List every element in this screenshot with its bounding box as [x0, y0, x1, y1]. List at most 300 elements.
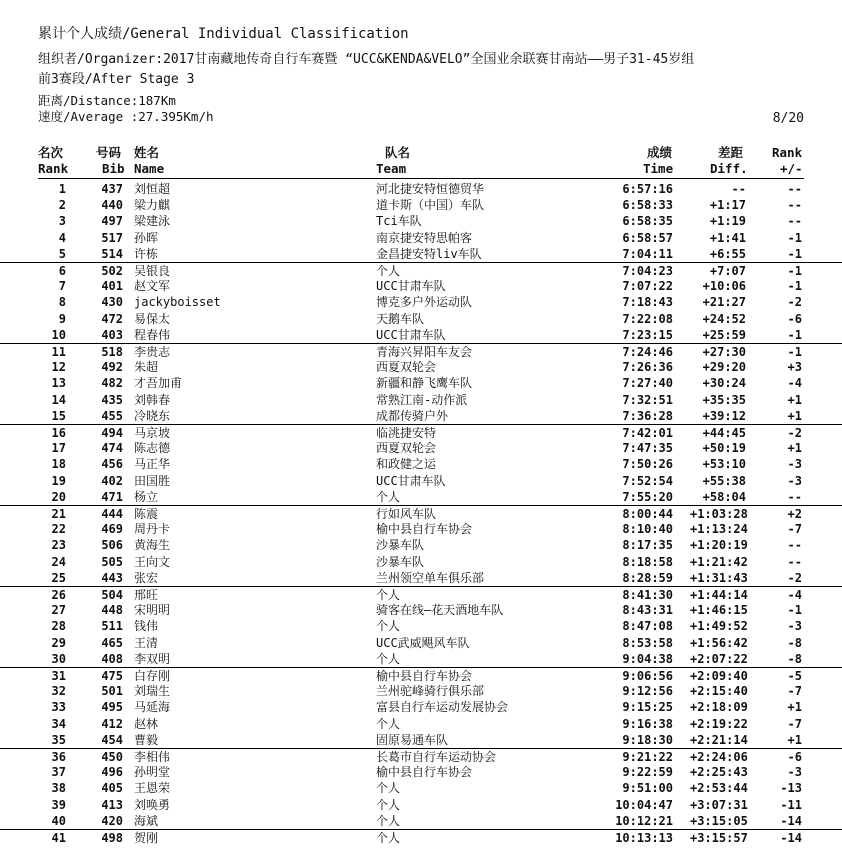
table-row: [0, 570, 842, 586]
table-row: [0, 294, 842, 310]
time-cell: 7:04:11: [622, 246, 673, 261]
name-cell: 赵林: [134, 716, 159, 731]
name-cell: 邢旺: [134, 588, 159, 602]
bib-cell: 471: [101, 489, 123, 504]
time-cell: 10:04:47: [615, 797, 673, 812]
name-cell: 钱伟: [134, 619, 159, 634]
time-cell: 6:58:57: [622, 230, 673, 245]
team-cell: 个人: [376, 619, 401, 634]
rank-cell: 27: [51, 603, 66, 618]
bib-cell: 517: [101, 230, 123, 245]
time-cell: 7:26:36: [622, 360, 673, 375]
team-cell: 个人: [376, 831, 401, 845]
column-headers: [0, 145, 842, 177]
time-cell: 8:10:40: [622, 522, 673, 537]
diff-cell: +21:27: [702, 295, 746, 310]
diff-cell: --: [731, 182, 746, 196]
table-row: [0, 246, 842, 262]
team-cell: 个人: [376, 588, 401, 602]
header-rank-cn: 名次: [38, 145, 64, 160]
name-cell: 李贵志: [134, 345, 171, 359]
time-cell: 9:21:22: [622, 750, 673, 764]
team-cell: UCC武威飓风车队: [376, 635, 470, 650]
bib-cell: 497: [101, 214, 123, 229]
table-row: [0, 424, 842, 441]
team-cell: 青海兴昇阳车友会: [376, 345, 473, 359]
diff-cell: +2:21:14: [690, 732, 748, 747]
diff-cell: +1:31:43: [690, 570, 748, 585]
rank-cell: 40: [51, 813, 66, 828]
rank-change-cell: -14: [780, 813, 802, 828]
rank-cell: 18: [51, 457, 66, 472]
bib-cell: 437: [101, 182, 123, 196]
time-cell: 8:18:58: [622, 554, 673, 569]
rank-cell: 8: [58, 295, 66, 310]
bib-cell: 494: [101, 426, 123, 440]
header-name-en: Name: [134, 161, 165, 176]
table-row: [0, 537, 842, 553]
table-row: [0, 554, 842, 570]
rank-change-cell: -7: [787, 684, 802, 699]
rank-cell: 5: [58, 246, 66, 261]
rank-cell: 4: [58, 230, 66, 245]
rank-change-cell: --: [787, 554, 802, 569]
bib-cell: 474: [101, 441, 123, 456]
diff-cell: +2:18:09: [690, 700, 748, 715]
rank-change-cell: +1: [787, 408, 802, 423]
time-cell: 9:06:56: [622, 669, 673, 683]
rank-change-cell: -5: [787, 669, 802, 683]
table-row: [0, 716, 842, 732]
rank-change-cell: -8: [787, 651, 802, 666]
rank-change-cell: -4: [787, 376, 802, 391]
name-cell: 白存刚: [134, 669, 171, 683]
rank-change-cell: +1: [787, 441, 802, 456]
bib-cell: 408: [101, 651, 123, 666]
time-cell: 7:07:22: [622, 279, 673, 294]
table-row: [0, 262, 842, 279]
rank-cell: 6: [58, 264, 66, 278]
rank-change-cell: -7: [787, 716, 802, 731]
rank-change-cell: -7: [787, 522, 802, 537]
header-bib-cn: 号码: [96, 145, 122, 160]
rank-change-cell: -1: [787, 603, 802, 618]
table-row: [0, 813, 842, 829]
table-row: [0, 699, 842, 715]
rank-change-cell: -1: [787, 264, 802, 278]
name-cell: 朱超: [134, 360, 159, 375]
rank-cell: 41: [51, 831, 66, 845]
bib-cell: 518: [101, 345, 123, 359]
name-cell: 黄海生: [134, 538, 171, 553]
bib-cell: 505: [101, 554, 123, 569]
team-cell: 个人: [376, 651, 401, 666]
diff-cell: +2:19:22: [690, 716, 748, 731]
time-cell: 6:58:33: [622, 198, 673, 213]
rank-change-cell: --: [787, 538, 802, 553]
rank-cell: 11: [51, 345, 66, 359]
diff-cell: +10:06: [702, 279, 746, 294]
table-row: [0, 327, 842, 343]
rank-cell: 21: [51, 507, 66, 521]
rank-cell: 13: [51, 376, 66, 391]
diff-cell: +3:07:31: [690, 797, 748, 812]
time-cell: 6:58:35: [622, 214, 673, 229]
table-row: [0, 618, 842, 634]
header-rank-en: Rank: [38, 161, 69, 176]
team-cell: 南京捷安特思帕客: [376, 230, 473, 245]
name-cell: 王清: [134, 635, 159, 650]
rank-cell: 24: [51, 554, 66, 569]
team-cell: 和政健之运: [376, 457, 437, 472]
team-cell: 个人: [376, 716, 401, 731]
table-row: [0, 181, 842, 197]
table-row: [0, 408, 842, 424]
diff-cell: +1:21:42: [690, 554, 748, 569]
name-cell: jackyboisset: [134, 295, 221, 310]
rank-cell: 35: [51, 732, 66, 747]
time-cell: 8:47:08: [622, 619, 673, 634]
time-cell: 7:04:23: [622, 264, 673, 278]
time-cell: 7:18:43: [622, 295, 673, 310]
rank-cell: 36: [51, 750, 66, 764]
rank-cell: 31: [51, 669, 66, 683]
table-row: [0, 602, 842, 618]
bib-cell: 511: [101, 619, 123, 634]
time-cell: 7:27:40: [622, 376, 673, 391]
rank-cell: 29: [51, 635, 66, 650]
bib-cell: 475: [101, 669, 123, 683]
bib-cell: 430: [101, 295, 123, 310]
diff-cell: +1:49:52: [690, 619, 748, 634]
table-row: [0, 213, 842, 229]
table-row: [0, 440, 842, 456]
rank-cell: 3: [58, 214, 66, 229]
rank-change-cell: -6: [787, 750, 802, 764]
name-cell: 曹毅: [134, 732, 159, 747]
team-cell: 成都传骑户外: [376, 408, 449, 423]
team-cell: Tci车队: [376, 214, 422, 229]
bib-cell: 472: [101, 311, 123, 326]
time-cell: 7:36:28: [622, 408, 673, 423]
team-cell: 长葛市自行车运动协会: [376, 750, 497, 764]
bib-cell: 501: [101, 684, 123, 699]
bib-cell: 402: [101, 473, 123, 488]
name-cell: 马京坡: [134, 426, 171, 440]
time-cell: 7:32:51: [622, 392, 673, 407]
rank-cell: 23: [51, 538, 66, 553]
header-name-cn: 姓名: [134, 145, 160, 160]
team-cell: 博克多户外运动队: [376, 295, 473, 310]
team-cell: 固原易通车队: [376, 732, 449, 747]
table-row: [0, 732, 842, 748]
rank-change-cell: -2: [787, 570, 802, 585]
bib-cell: 496: [101, 765, 123, 780]
time-cell: 9:22:59: [622, 765, 673, 780]
rank-change-cell: -2: [787, 426, 802, 440]
team-cell: 金昌捷安特liv车队: [376, 246, 482, 261]
table-row: [0, 764, 842, 780]
name-cell: 海斌: [134, 813, 159, 828]
diff-cell: +2:15:40: [690, 684, 748, 699]
rank-change-cell: +2: [787, 507, 802, 521]
time-cell: 9:51:00: [622, 781, 673, 796]
table-row: [0, 505, 842, 522]
rank-cell: 37: [51, 765, 66, 780]
rank-change-cell: +1: [787, 392, 802, 407]
name-cell: 张宏: [134, 570, 159, 585]
diff-cell: +35:35: [702, 392, 746, 407]
stage-line: 前3赛段/After Stage 3: [38, 72, 195, 87]
name-cell: 孙晖: [134, 230, 159, 245]
rank-change-cell: -14: [780, 831, 802, 845]
bib-cell: 443: [101, 570, 123, 585]
table-row: [0, 780, 842, 796]
header-rank-change-sign: +/-: [780, 161, 803, 176]
team-cell: 骑客在线—花天酒地车队: [376, 603, 504, 618]
team-cell: UCC甘肃车队: [376, 473, 446, 488]
rank-change-cell: -13: [780, 781, 802, 796]
rank-change-cell: -8: [787, 635, 802, 650]
table-row: [0, 343, 842, 360]
time-cell: 7:24:46: [622, 345, 673, 359]
bib-cell: 514: [101, 246, 123, 261]
time-cell: 7:22:08: [622, 311, 673, 326]
rank-cell: 10: [51, 327, 66, 342]
team-cell: 道卡斯（中国）车队: [376, 198, 485, 213]
bib-cell: 492: [101, 360, 123, 375]
diff-cell: +29:20: [702, 360, 746, 375]
diff-cell: +53:10: [702, 457, 746, 472]
diff-cell: +2:07:22: [690, 651, 748, 666]
rank-cell: 30: [51, 651, 66, 666]
name-cell: 宋明明: [134, 603, 171, 618]
rank-change-cell: -1: [787, 246, 802, 261]
team-cell: 天鹅车队: [376, 311, 425, 326]
table-row: [0, 667, 842, 684]
diff-cell: +30:24: [702, 376, 746, 391]
time-cell: 9:16:38: [622, 716, 673, 731]
page-title: 累计个人成绩/General Individual Classification: [38, 26, 409, 42]
rank-cell: 25: [51, 570, 66, 585]
rank-change-cell: --: [787, 214, 802, 229]
diff-cell: +50:19: [702, 441, 746, 456]
bib-cell: 498: [101, 831, 123, 845]
team-cell: UCC甘肃车队: [376, 327, 446, 342]
rank-cell: 22: [51, 522, 66, 537]
table-row: [0, 230, 842, 246]
header-team-en: Team: [376, 161, 407, 176]
team-cell: 西夏双轮会: [376, 441, 437, 456]
rank-change-cell: -1: [787, 279, 802, 294]
rank-change-cell: -1: [787, 327, 802, 342]
time-cell: 10:13:13: [615, 831, 673, 845]
rank-cell: 20: [51, 489, 66, 504]
diff-cell: +1:17: [709, 198, 746, 213]
table-row: [0, 489, 842, 505]
rank-cell: 16: [51, 426, 66, 440]
diff-cell: +1:56:42: [690, 635, 748, 650]
table-row: [0, 586, 842, 603]
rank-cell: 9: [58, 311, 66, 326]
rank-cell: 17: [51, 441, 66, 456]
organizer-line: 组织者/Organizer:2017甘南藏地传奇自行车赛暨 “UCC&KENDA&VELO”全国业余联赛甘南站——男子31-45岁组: [38, 52, 695, 67]
name-cell: 孙明堂: [134, 765, 171, 780]
name-cell: 田国胜: [134, 473, 171, 488]
bib-cell: 405: [101, 781, 123, 796]
table-row: [0, 456, 842, 472]
table-row: [0, 521, 842, 537]
time-cell: 7:23:15: [622, 327, 673, 342]
table-row: [0, 359, 842, 375]
name-cell: 赵文军: [134, 279, 171, 294]
diff-cell: +58:04: [702, 489, 746, 504]
header-diff-en: Diff.: [710, 161, 748, 176]
table-row: [0, 651, 842, 667]
bib-cell: 454: [101, 732, 123, 747]
name-cell: 周丹卡: [134, 522, 171, 537]
rank-change-cell: -1: [787, 345, 802, 359]
team-cell: 榆中县自行车协会: [376, 669, 473, 683]
diff-cell: +7:07: [709, 264, 746, 278]
rank-change-cell: -6: [787, 311, 802, 326]
bib-cell: 504: [101, 588, 123, 602]
team-cell: 个人: [376, 264, 401, 278]
rank-change-cell: --: [787, 198, 802, 213]
time-cell: 9:04:38: [622, 651, 673, 666]
name-cell: 陈震: [134, 507, 159, 521]
bib-cell: 506: [101, 538, 123, 553]
name-cell: 冷晓东: [134, 408, 171, 423]
team-cell: 新疆和静飞鹰车队: [376, 376, 473, 391]
time-cell: 8:53:58: [622, 635, 673, 650]
team-cell: 榆中县自行车协会: [376, 765, 473, 780]
bib-cell: 401: [101, 279, 123, 294]
name-cell: 梁建泳: [134, 214, 171, 229]
time-cell: 8:28:59: [622, 570, 673, 585]
table-row: [0, 278, 842, 294]
page-number: 8/20: [772, 111, 804, 126]
rank-change-cell: +3: [787, 360, 802, 375]
name-cell: 李相伟: [134, 750, 171, 764]
rank-cell: 14: [51, 392, 66, 407]
bib-cell: 412: [101, 716, 123, 731]
time-cell: 7:55:20: [622, 489, 673, 504]
team-cell: 常熟江南-动作派: [376, 392, 468, 407]
name-cell: 王恩荣: [134, 781, 171, 796]
bib-cell: 413: [101, 797, 123, 812]
diff-cell: +2:09:40: [690, 669, 748, 683]
diff-cell: +55:38: [702, 473, 746, 488]
rank-cell: 2: [58, 198, 66, 213]
diff-cell: +44:45: [702, 426, 746, 440]
header-time-en: Time: [643, 161, 674, 176]
rank-change-cell: -11: [780, 797, 802, 812]
table-row: [0, 635, 842, 651]
name-cell: 陈志德: [134, 441, 171, 456]
name-cell: 李双明: [134, 651, 171, 666]
diff-cell: +39:12: [702, 408, 746, 423]
rank-change-cell: -3: [787, 473, 802, 488]
bib-cell: 450: [101, 750, 123, 764]
rank-cell: 12: [51, 360, 66, 375]
bib-cell: 469: [101, 522, 123, 537]
rank-cell: 39: [51, 797, 66, 812]
rank-cell: 15: [51, 408, 66, 423]
time-cell: 7:52:54: [622, 473, 673, 488]
table-row: [0, 392, 842, 408]
rank-cell: 7: [58, 279, 66, 294]
average-line: 速度/Average :27.395Km/h: [38, 109, 214, 124]
rank-change-cell: -2: [787, 295, 802, 310]
diff-cell: +3:15:05: [690, 813, 748, 828]
name-cell: 许栋: [134, 246, 159, 261]
table-row: [0, 311, 842, 327]
time-cell: 9:15:25: [622, 700, 673, 715]
time-cell: 8:00:44: [622, 507, 673, 521]
rank-change-cell: --: [787, 182, 802, 196]
bib-cell: 465: [101, 635, 123, 650]
table-row: [0, 473, 842, 489]
table-row: [0, 797, 842, 813]
distance-line: 距离/Distance:187Km: [38, 93, 176, 108]
team-cell: 行如风车队: [376, 507, 437, 521]
diff-cell: +1:20:19: [690, 538, 748, 553]
header-rank-change: Rank: [772, 145, 803, 160]
name-cell: 王向文: [134, 554, 171, 569]
diff-cell: +6:55: [709, 246, 746, 261]
rank-change-cell: --: [787, 489, 802, 504]
time-cell: 7:42:01: [622, 426, 673, 440]
team-cell: 河北捷安特恒德贸华: [376, 182, 485, 196]
time-cell: 7:47:35: [622, 441, 673, 456]
bib-cell: 456: [101, 457, 123, 472]
rank-change-cell: -1: [787, 230, 802, 245]
rank-cell: 34: [51, 716, 66, 731]
team-cell: 个人: [376, 797, 401, 812]
rank-cell: 28: [51, 619, 66, 634]
diff-cell: +1:46:15: [690, 603, 748, 618]
team-cell: 个人: [376, 813, 401, 828]
table-row: [0, 829, 842, 846]
name-cell: 吴银良: [134, 264, 171, 278]
diff-cell: +3:15:57: [690, 831, 748, 845]
team-cell: 沙暴车队: [376, 538, 425, 553]
team-cell: 临洮捷安特: [376, 426, 437, 440]
header-team-cn: 队名: [385, 145, 411, 160]
diff-cell: +25:59: [702, 327, 746, 342]
rank-change-cell: +1: [787, 732, 802, 747]
rank-change-cell: -4: [787, 588, 802, 602]
bib-cell: 403: [101, 327, 123, 342]
table-row: [0, 683, 842, 699]
name-cell: 程春伟: [134, 327, 171, 342]
header-time-cn: 成绩: [647, 145, 673, 160]
rank-change-cell: +1: [787, 700, 802, 715]
name-cell: 马正华: [134, 457, 171, 472]
table-row: [0, 375, 842, 391]
team-cell: 个人: [376, 781, 401, 796]
time-cell: 9:18:30: [622, 732, 673, 747]
bib-cell: 440: [101, 198, 123, 213]
team-cell: 兰州驼峰骑行俱乐部: [376, 684, 485, 699]
diff-cell: +1:44:14: [690, 588, 748, 602]
time-cell: 10:12:21: [615, 813, 673, 828]
table-row: [0, 748, 842, 765]
team-cell: 兰州领空单车俱乐部: [376, 570, 485, 585]
name-cell: 马延海: [134, 700, 171, 715]
header-diff-cn: 差距: [718, 145, 744, 160]
